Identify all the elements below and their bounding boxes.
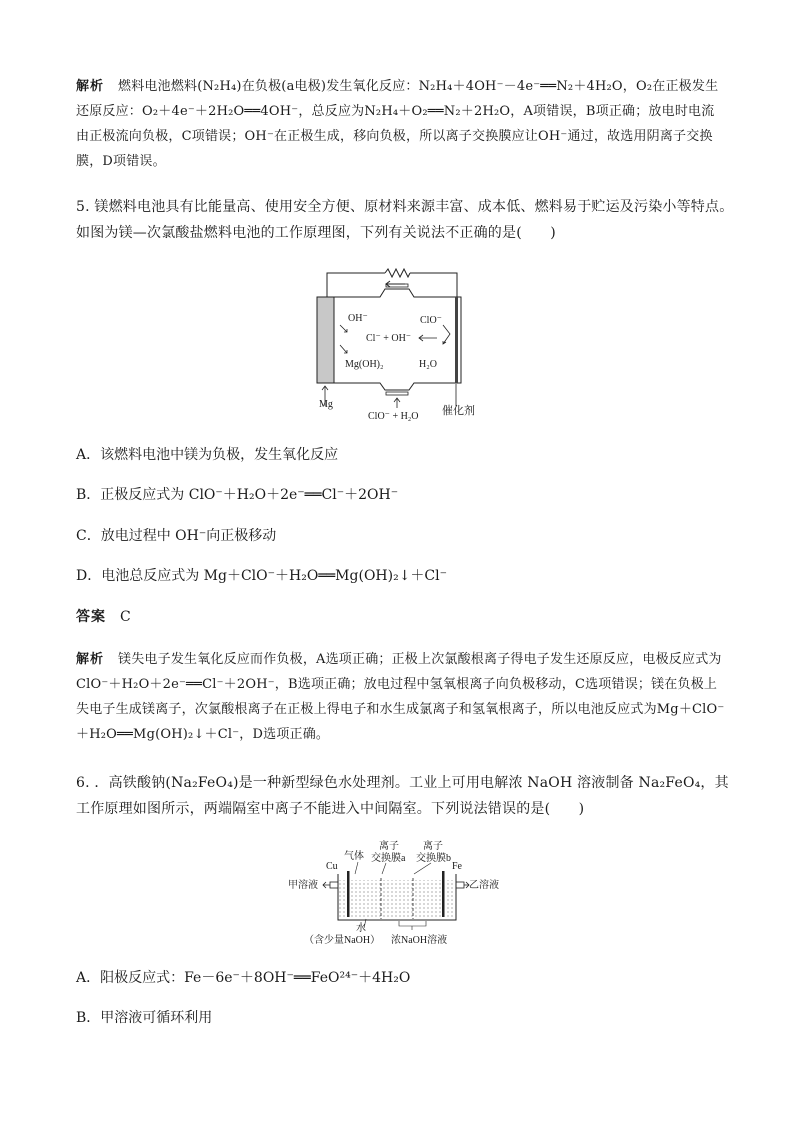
label-h2o: H₂O [419, 359, 437, 370]
label-mem-a-2: 交换膜a [371, 853, 406, 864]
label-naoh: 浓NaOH溶液 [391, 935, 448, 946]
label-solution-a: 甲溶液 [288, 880, 318, 891]
label-gas: 气体 [344, 851, 364, 862]
electrolysis-diagram [286, 838, 516, 950]
q6-option-a: A．阳极反应式：Fe－6e⁻＋8OH⁻══FeO²⁴⁻＋4H₂O [76, 970, 411, 986]
label-mem-b-2: 交换膜b [416, 853, 451, 864]
q5-answer [76, 607, 131, 627]
label-cu: Cu [326, 861, 338, 872]
analysis-text: 燃料电池燃料(N₂H₄)在负极(a电极)发生氧化反应：N₂H₄＋4OH⁻－4e⁻══N₂＋4H₂O，O₂在正极发生还原反应：O₂＋4e⁻＋2H₂O══4OH⁻，总反应为N₂H₄＋O₂══N₂＋2H₂O，A项错误，B项正确；放电时电流由正极流向负极，C项错误；OH⁻在正极生成，移向负极，所以离子交换膜应让OH⁻通过，故选用阴离子交换膜，D项错误。 [76, 79, 719, 169]
catalyst-electrode [455, 297, 458, 383]
question-6-stem: 6. ．高铁酸钠(Na₂FeO₄)是一种新型绿色水处理剂。工业上可用电解浓 NaOH 溶液制备 Na₂FeO₄，其工作原理如图所示，两端隔室中离子不能进入中间隔室。下列说法错误的是( ) [76, 775, 729, 817]
label-fe: Fe [452, 861, 462, 872]
label-oh: OH⁻ [348, 313, 368, 324]
mg-battery-diagram [300, 262, 490, 430]
q5-option-b: B．正极反应式为 ClO⁻＋H₂O＋2e⁻══Cl⁻＋2OH⁻ [76, 487, 399, 503]
answer-value: C [120, 609, 131, 625]
analysis-paragraph-2 [76, 647, 726, 747]
label-water-note: （含少量NaOH） [304, 935, 381, 946]
electrolyte [339, 880, 455, 919]
label-solution-b: 乙溶液 [469, 880, 499, 891]
fe-electrode [442, 871, 445, 917]
question-5-stem: 5. 镁燃料电池具有比能量高、使用安全方便、原材料来源丰富、成本低、燃料易于贮运及污染小等特点。如图为镁—次氯酸盐燃料电池的工作原理图，下列有关说法不正确的是( ) [76, 199, 734, 241]
label-clo: ClO⁻ [420, 315, 442, 326]
analysis-paragraph-1 [76, 74, 726, 174]
label-mg: Mg [319, 399, 333, 410]
label-water: 水 [356, 923, 366, 934]
answer-label: 答案 [76, 609, 106, 625]
q5-option-c: C．放电过程中 OH⁻向正极移动 [76, 528, 277, 544]
label-mid: Cl⁻ + OH⁻ [366, 333, 412, 344]
analysis-label: 解析 [76, 652, 105, 667]
label-catalyst: 催化剂 [442, 405, 475, 417]
cu-electrode [347, 871, 350, 917]
resistor-icon [385, 269, 410, 277]
label-mgoh2: Mg(OH)₂ [345, 359, 384, 370]
q6-option-b: B．甲溶液可循环利用 [76, 1010, 213, 1026]
analysis-text: 镁失电子发生氧化反应而作负极，A选项正确；正极上次氯酸根离子得电子发生还原反应，电极反应式为ClO⁻＋H₂O＋2e⁻══Cl⁻＋2OH⁻，B选项正确；放电过程中氢氧根离子向负极移动，C选项错误；镁在负极上失电子生成镁离子，次氯酸根离子在正极上得电子和水生成氯离子和氢氧根离子，所以电池反应式为Mg＋ClO⁻＋H₂O══Mg(OH)₂↓＋Cl⁻，D选项正确。 [76, 652, 725, 742]
analysis-label: 解析 [76, 79, 105, 94]
label-mem-a-1: 离子 [379, 841, 399, 852]
q5-option-d: D．电池总反应式为 Mg＋ClO⁻＋H₂O══Mg(OH)₂↓＋Cl⁻ [76, 568, 448, 584]
label-mem-b-1: 离子 [423, 841, 443, 852]
q5-option-a: A．该燃料电池中镁为负极，发生氧化反应 [76, 447, 339, 463]
label-inlet: ClO⁻ + H₂O [368, 411, 419, 422]
mg-electrode [317, 297, 334, 383]
